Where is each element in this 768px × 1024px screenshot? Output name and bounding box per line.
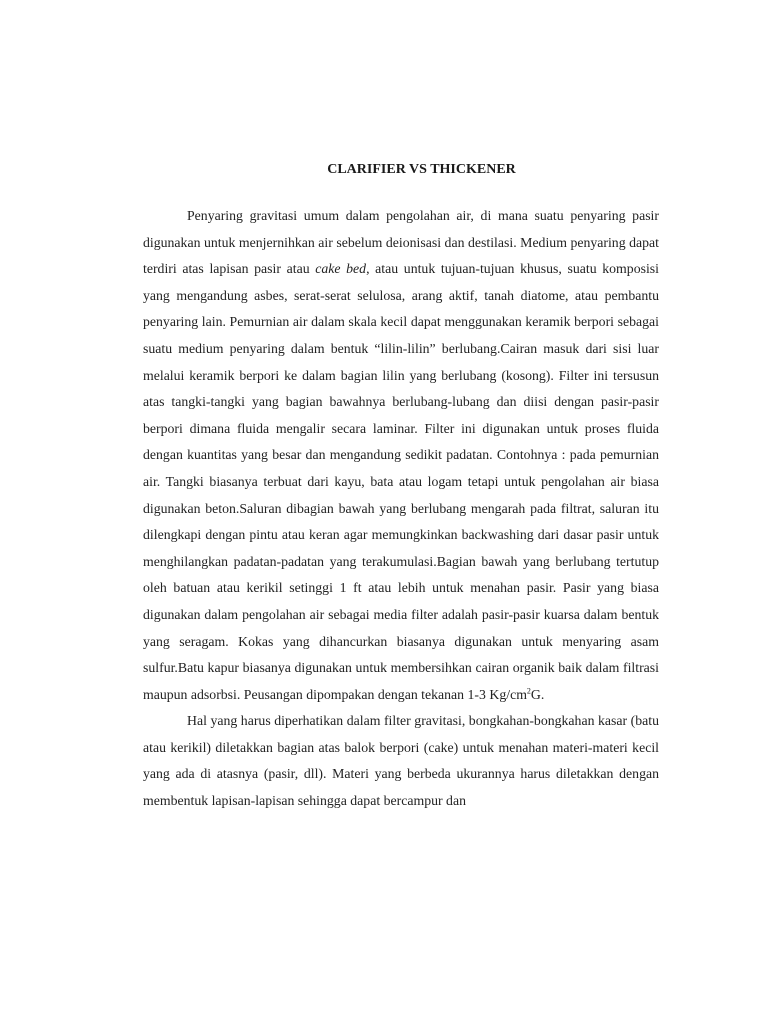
paragraph-1-text-a: Penyaring gravitasi umum dalam pengolahan air, di mana suatu penyaring pasir digunakan untuk menjernihkan air sebelum deionisasi dan destilasi. Medium penyaring dapat terdiri atas lapisan pasir atau [143, 208, 659, 277]
paragraph-1-italic-term: cake bed [315, 261, 367, 277]
document-title: CLARIFIER VS THICKENER [327, 162, 516, 177]
paragraph-2: Hal yang harus diperhatikan dalam filter gravitasi, bongkahan-bongkahan kasar (batu atau kerikil) diletakkan bagian atas balok berpori (cake) untuk menahan materi-materi kecil yang ada di atasnya (pasir, dll). Materi yang berbeda ukurannya harus diletakkan dengan membentuk lapisan-lapisan sehingga dapat bercampur dan [143, 713, 659, 809]
paragraph-1-superscript: 2 [526, 686, 531, 696]
paragraph-1 [143, 203, 659, 708]
paragraph-1-text-c: G. [530, 686, 545, 702]
document-body [143, 203, 659, 815]
paragraph-1-text-b: , atau untuk tujuan-tujuan khusus, suatu komposisi yang mengandung asbes, serat-serat selulosa, arang aktif, tanah diatome, atau pembantu penyaring lain. Pemurnian air dalam skala kecil dapat menggunakan keramik berpori sebagai suatu medium penyaring dalam bentuk “lilin-lilin” berlubang.Cairan masuk dari sisi luar melalui keramik berpori ke dalam bagian lilin yang berlubang (kosong). Filter ini tersusun atas tangki-tangki yang bagian bawahnya berlubang-lubang dan diisi dengan pasir-pasir berpori dimana fluida mengalir secara laminar. Filter ini digunakan untuk proses fluida dengan kuantitas yang besar dan mengandung sedikit padatan. Contohnya : pada pemurnian air. Tangki biasanya terbuat dari kayu, bata atau logam tetapi untuk pengolahan air biasa digunakan beton.Saluran dibagian bawah yang berlubang mengarah pada filtrat, saluran itu dilengkapi dengan pintu atau keran agar memungkinkan backwashing dari dasar pasir untuk menghilangkan padatan-padatan yang terakumulasi.Bagian bawah yang berlubang tertutup oleh batuan atau kerikil setinggi 1 ft atau lebih untuk menahan pasir. Pasir yang biasa digunakan dalam pengolahan air sebagai media filter adalah pasir-pasir kuarsa dalam bentuk yang seragam. Kokas yang dihancurkan biasanya digunakan untuk menyaring asam sulfur.Batu kapur biasanya digunakan untuk membersihkan cairan organik baik dalam filtrasi maupun adsorbsi. Peusangan dipompakan dengan tekanan 1-3 Kg/cm [143, 261, 659, 702]
